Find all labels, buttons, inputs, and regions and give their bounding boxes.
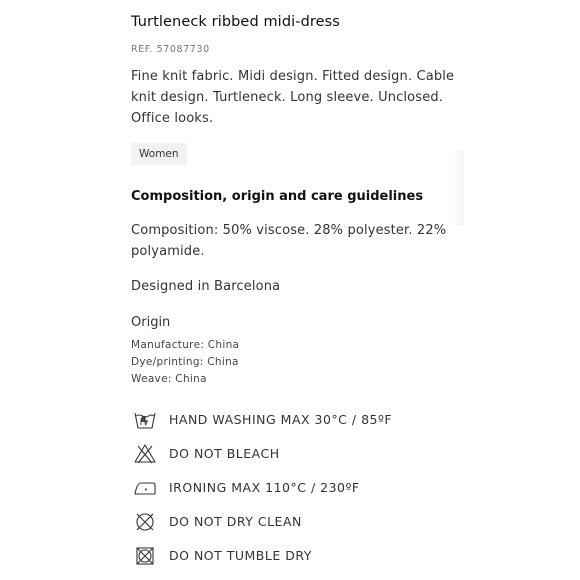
origin-dye-printing: Dye/printing: China [131, 356, 239, 368]
do-not-tumble-dry-icon [133, 544, 157, 568]
do-not-bleach-icon [133, 442, 157, 466]
care-label: DO NOT TUMBLE DRY [169, 548, 312, 563]
care-label: DO NOT DRY CLEAN [169, 514, 302, 529]
designed-in-text: Designed in Barcelona [131, 279, 281, 294]
do-not-dry-clean-icon [133, 510, 157, 534]
care-row-no-tumble-dry [131, 544, 471, 568]
composition-text: Composition: 50% viscose. 28% polyester. 22% polyamide. [131, 223, 447, 259]
origin-label: Origin [131, 315, 171, 330]
care-label: DO NOT BLEACH [169, 446, 280, 461]
product-description: Fine knit fabric. Midi design. Fitted design. Cable knit design. Turtleneck. Long sleeve. Unclosed. Office looks. [131, 69, 455, 126]
iron-icon [133, 476, 157, 500]
origin-manufacture: Manufacture: China [131, 339, 240, 351]
care-row-ironing [131, 476, 471, 500]
product-ref: REF. 57087730 [131, 44, 210, 55]
care-label: IRONING MAX 110°C / 230ºF [169, 480, 360, 495]
care-row-no-dry-clean [131, 510, 471, 534]
composition-section-title: Composition, origin and care guidelines [131, 189, 424, 204]
category-tag[interactable]: Women [131, 143, 187, 165]
product-title: Turtleneck ribbed midi-dress [131, 14, 340, 30]
panel-edge-shadow [452, 150, 464, 225]
origin-weave: Weave: China [131, 373, 207, 385]
care-row-hand-wash [131, 408, 471, 432]
hand-wash-icon [133, 408, 157, 432]
care-row-no-bleach [131, 442, 471, 466]
care-label: HAND WASHING MAX 30°C / 85ºF [169, 412, 393, 427]
